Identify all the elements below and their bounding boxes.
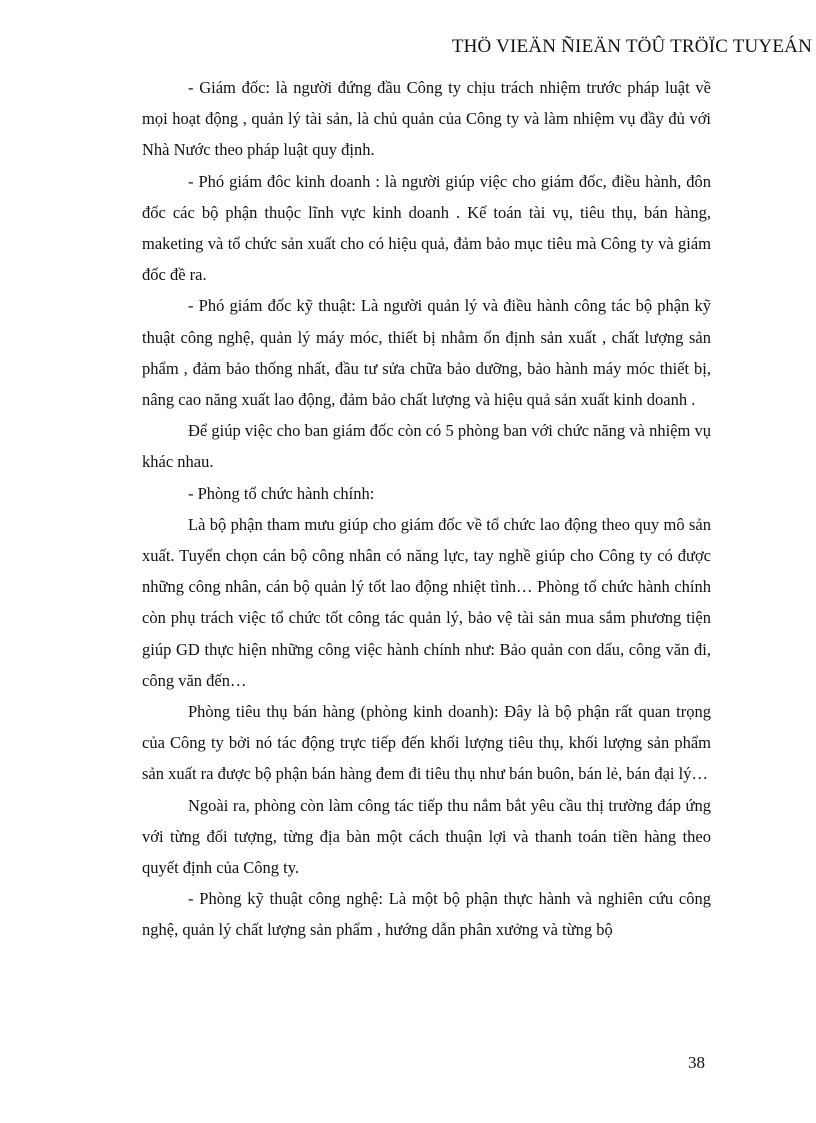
page-number: 38 [688, 1053, 705, 1072]
paragraph-deputy-technical: - Phó giám đốc kỹ thuật: Là người quản lý và điều hành công tác bộ phận kỹ thuật công nghệ, quản lý máy móc, thiết bị nhằm ổn định sản xuất , chất lượng sản phẩm , đảm bảo thống nhất, đầu tư sửa chữa bảo dưỡng, bảo hành máy móc thiết bị, nâng cao năng xuất lao động, đảm bảo chất lượng và hiệu quả sản xuất kinh doanh . [142, 296, 711, 410]
paragraph-sales-additional: Ngoài ra, phòng còn làm công tác tiếp thu nắm bắt yêu cầu thị trường đáp ứng với từng đối tượng, từng địa bàn một cách thuận lợi và thanh toán tiền hàng theo quyết định của Công ty. [142, 795, 711, 878]
document-body [142, 72, 711, 946]
paragraph-admin-heading: - Phòng tổ chức hành chính: [188, 483, 375, 503]
paragraph-technology-department: - Phòng kỹ thuật công nghệ: Là một bộ phận thực hành và nghiên cứu công nghệ, quản lý chất lượng sản phẩm , hướng dẫn phân xưởng và từng bộ [142, 889, 711, 940]
paragraph-director: - Giám đốc: là người đứng đầu Công ty chịu trách nhiệm trước pháp luật về mọi hoạt động , quản lý tài sản, là chủ quản của Công ty và làm nhiệm vụ đầy đủ với Nhà Nước theo pháp luật quy định. [142, 78, 711, 160]
page-header: THÖ VIEÄN ÑIEÄN TÖÛ TRÖÏC TUYEÁN [451, 36, 812, 57]
paragraph-admin-description: Là bộ phận tham mưu giúp cho giám đốc về tổ chức lao động theo quy mô sản xuất. Tuyển chọn cán bộ công nhân có năng lực, tay nghề giúp cho Công ty có được những công nhân, cán bộ quản lý tốt lao động nhiệt tình… Phòng tổ chức hành chính còn phụ trách việc tổ chức tốt công tác quản lý, bảo vệ tài sản mua sắm phương tiện giúp GD thực hiện những công việc hành chính như: Bảo quản con dấu, công văn đi, công văn đến… [142, 514, 711, 690]
paragraph-deputy-business: - Phó giám đôc kinh doanh : là người giúp việc cho giám đốc, điều hành, đôn đốc các bộ phận thuộc lĩnh vực kinh doanh . Kế toán tài vụ, tiêu thụ, bán hàng, maketing và tổ chức sản xuất cho có hiệu quả, đảm bảo mục tiêu mà Công ty và giám đốc đề ra. [142, 171, 711, 285]
paragraph-departments-intro: Để giúp việc cho ban giám đốc còn có 5 phòng ban với chức năng và nhiệm vụ khác nhau. [142, 421, 711, 472]
paragraph-sales-department: Phòng tiêu thụ bán hàng (phòng kinh doanh): Đây là bộ phận rất quan trọng của Công ty bởi nó tác động trực tiếp đến khối lượng tiêu thụ, khối lượng sản phẩm sản xuất ra được bộ phận bán hàng đem đi tiêu thụ như bán buôn, bán lẻ, bán đại lý… [142, 702, 711, 784]
